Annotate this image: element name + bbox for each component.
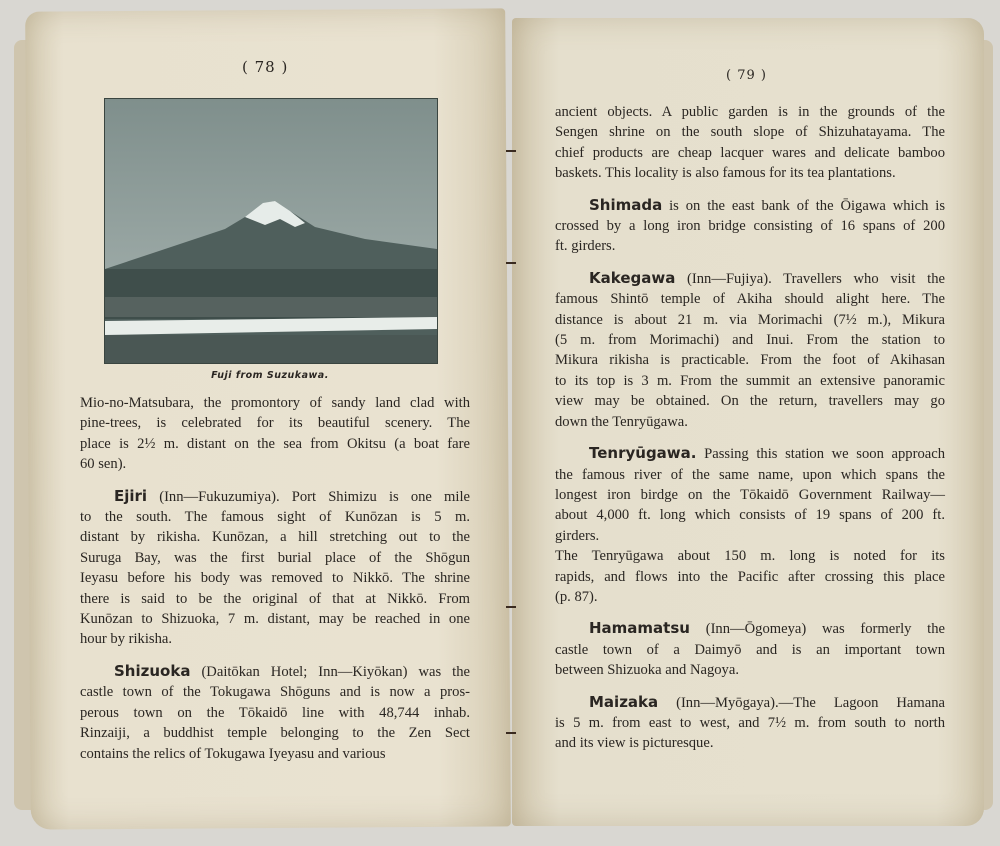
text-line — [555, 102, 945, 122]
line-text: castle town of a Daimyō and is an important town — [555, 641, 945, 658]
line-text: distant by rikisha. Kunōzan, a hill stretching out to the — [80, 529, 470, 546]
line-text: between Shizuoka and Nagoya. — [555, 662, 739, 679]
text-line — [555, 443, 945, 464]
text-line — [80, 629, 470, 649]
mount-fuji-image — [105, 99, 437, 363]
text-line — [555, 371, 945, 391]
text-line — [80, 661, 470, 682]
text-line — [555, 289, 945, 309]
text-line — [80, 393, 470, 413]
text-line — [80, 609, 470, 629]
line-text: to the south. The famous sight of Kunōzan is 5 m. — [80, 509, 470, 526]
text-line — [555, 660, 945, 680]
text-line — [555, 350, 945, 370]
text-line — [555, 216, 945, 236]
line-text: (Inn—Fukuzumiya). Port Shimizu is one mile — [147, 488, 470, 505]
line-text: is on the east bank of the Ōigawa which is — [662, 197, 945, 214]
paragraph — [555, 443, 945, 607]
line-text: (Inn—Fujiya). Travellers who visit the — [675, 270, 945, 287]
line-text: girders. — [555, 527, 600, 544]
line-text: there is said to be the original of that at Nikkō. From — [80, 590, 470, 607]
line-text: to its top is 3 m. From the summit an extensive panoramic — [555, 372, 945, 389]
page-number-right: ( 79 ) — [726, 68, 767, 83]
line-text: ancient objects. A public garden is in the grounds of the — [555, 104, 945, 120]
line-text: Mikura rikisha is practicable. From the foot of Akihasan — [555, 352, 945, 369]
line-text: Rinzaiji, a buddhist temple belonging to the Zen Sect — [80, 725, 470, 742]
text-line — [555, 195, 945, 216]
line-text: (p. 87). — [555, 588, 598, 605]
line-text: Passing this station we soon approach — [696, 446, 945, 463]
line-text: (Inn—Ōgomeya) was formerly the — [689, 621, 945, 638]
line-text: distance is about 21 m. via Morimachi (7½ m.), Mikura — [555, 311, 945, 328]
text-line — [555, 268, 945, 289]
place-name-heading: Kakegawa — [589, 268, 676, 287]
text-line — [555, 526, 945, 546]
text-line — [80, 454, 470, 474]
paragraph — [80, 393, 470, 475]
line-text: The Tenryūgawa about 150 m. long is noted for its — [555, 548, 945, 565]
line-text: place is 2½ m. distant on the sea from Okitsu (a boat fare — [80, 435, 470, 452]
line-text: 60 sen). — [80, 456, 127, 473]
paragraph — [555, 102, 945, 184]
text-line — [555, 618, 945, 639]
line-text: Kunōzan to Shizuoka, 7 m. distant, may be reached in one — [80, 611, 470, 628]
line-text: Suruga Bay, was the first burial place of the Shōgun — [80, 549, 470, 566]
line-text: longest iron birdge on the Tōkaidō Government Railway— — [555, 486, 945, 503]
line-text: baskets. This locality is also famous for its tea plantations. — [555, 165, 896, 182]
text-line — [555, 567, 945, 587]
fuji-photograph — [104, 98, 438, 364]
line-text: perous town on the Tōkaidō line with 48,744 inhab. — [80, 704, 470, 721]
text-line — [555, 546, 945, 566]
text-line — [555, 163, 945, 183]
text-line — [555, 587, 945, 607]
text-line — [80, 548, 470, 568]
line-text: is 5 m. from east to west, and 7½ m. from south to north — [555, 714, 945, 731]
text-line — [555, 412, 945, 432]
text-line — [555, 465, 945, 485]
line-text: about 4,000 ft. long which consists of 19 spans of 200 ft. — [555, 507, 945, 524]
line-text: contains the relics of Tokugawa Iyeyasu and various — [80, 745, 386, 762]
text-line — [555, 733, 945, 753]
paragraph — [555, 195, 945, 257]
paragraph — [555, 618, 945, 680]
text-line — [80, 744, 470, 764]
place-name-heading: Shizuoka — [114, 661, 191, 680]
right-page-text — [555, 102, 945, 765]
text-line — [555, 692, 945, 713]
binding-stitch — [506, 732, 516, 734]
line-text: ft. girders. — [555, 238, 616, 255]
text-line — [555, 143, 945, 163]
line-text: hour by rikisha. — [80, 631, 173, 648]
text-line — [80, 568, 470, 588]
place-name-heading: Hamamatsu — [589, 619, 690, 638]
place-name-heading: Ejiri — [114, 486, 148, 505]
line-text: castle town of the Tokugawa Shōguns and is now a pros- — [80, 684, 470, 701]
text-line — [555, 713, 945, 733]
place-name-heading: Tenryūgawa. — [589, 444, 697, 463]
text-line — [555, 310, 945, 330]
binding-stitch — [506, 150, 516, 152]
text-line — [80, 682, 470, 702]
line-text: rapids, and flows into the Pacific after crossing this place — [555, 568, 945, 585]
text-line — [80, 486, 470, 507]
paragraph — [555, 692, 945, 754]
photo-caption: Fuji from Suzukawa. — [211, 370, 329, 381]
line-text: chief products are cheap lacquer wares and delicate bamboo — [555, 144, 945, 161]
paragraph — [80, 486, 470, 650]
text-line — [80, 413, 470, 433]
line-text: Mio-no-Matsubara, the promontory of sandy land clad with — [80, 395, 470, 411]
line-text: down the Tenryūgawa. — [555, 413, 688, 430]
text-line — [555, 391, 945, 411]
text-line — [80, 434, 470, 454]
text-line — [555, 485, 945, 505]
line-text: Ieyasu before his body was removed to Nikkō. The shrine — [80, 570, 470, 587]
paragraph — [555, 268, 945, 432]
line-text: (5 m. from Morimachi) and Inui. From the station to — [555, 332, 945, 349]
binding-stitch — [506, 606, 516, 608]
text-line — [80, 723, 470, 743]
text-line — [555, 640, 945, 660]
text-line — [555, 505, 945, 525]
line-text: famous Shintō temple of Akiha should alight here. The — [555, 291, 945, 308]
line-text: crossed by a long iron bridge consisting of 16 spans of 200 — [555, 218, 945, 235]
left-page-text — [80, 393, 470, 775]
line-text: and its view is picturesque. — [555, 735, 714, 752]
line-text: the famous river of the same name, upon which spans the — [555, 466, 945, 483]
text-line — [80, 527, 470, 547]
line-text: pine-trees, is celebrated for its beautiful scenery. The — [80, 415, 470, 432]
text-line — [555, 330, 945, 350]
line-text: (Inn—Myōgaya).—The Lagoon Hamana — [658, 694, 945, 711]
text-line — [555, 236, 945, 256]
text-line — [555, 122, 945, 142]
binding-stitch — [506, 262, 516, 264]
line-text: view may be obtained. On the return, travellers may go — [555, 393, 945, 410]
line-text: Sengen shrine on the south slope of Shizuhatayama. The — [555, 124, 945, 141]
page-number-left: ( 78 ) — [242, 58, 289, 76]
text-line — [80, 589, 470, 609]
place-name-heading: Maizaka — [589, 692, 659, 711]
text-line — [80, 703, 470, 723]
text-line — [80, 507, 470, 527]
paragraph — [80, 661, 470, 764]
line-text: (Daitōkan Hotel; Inn—Kiyōkan) was the — [190, 663, 470, 680]
place-name-heading: Shimada — [589, 195, 663, 214]
